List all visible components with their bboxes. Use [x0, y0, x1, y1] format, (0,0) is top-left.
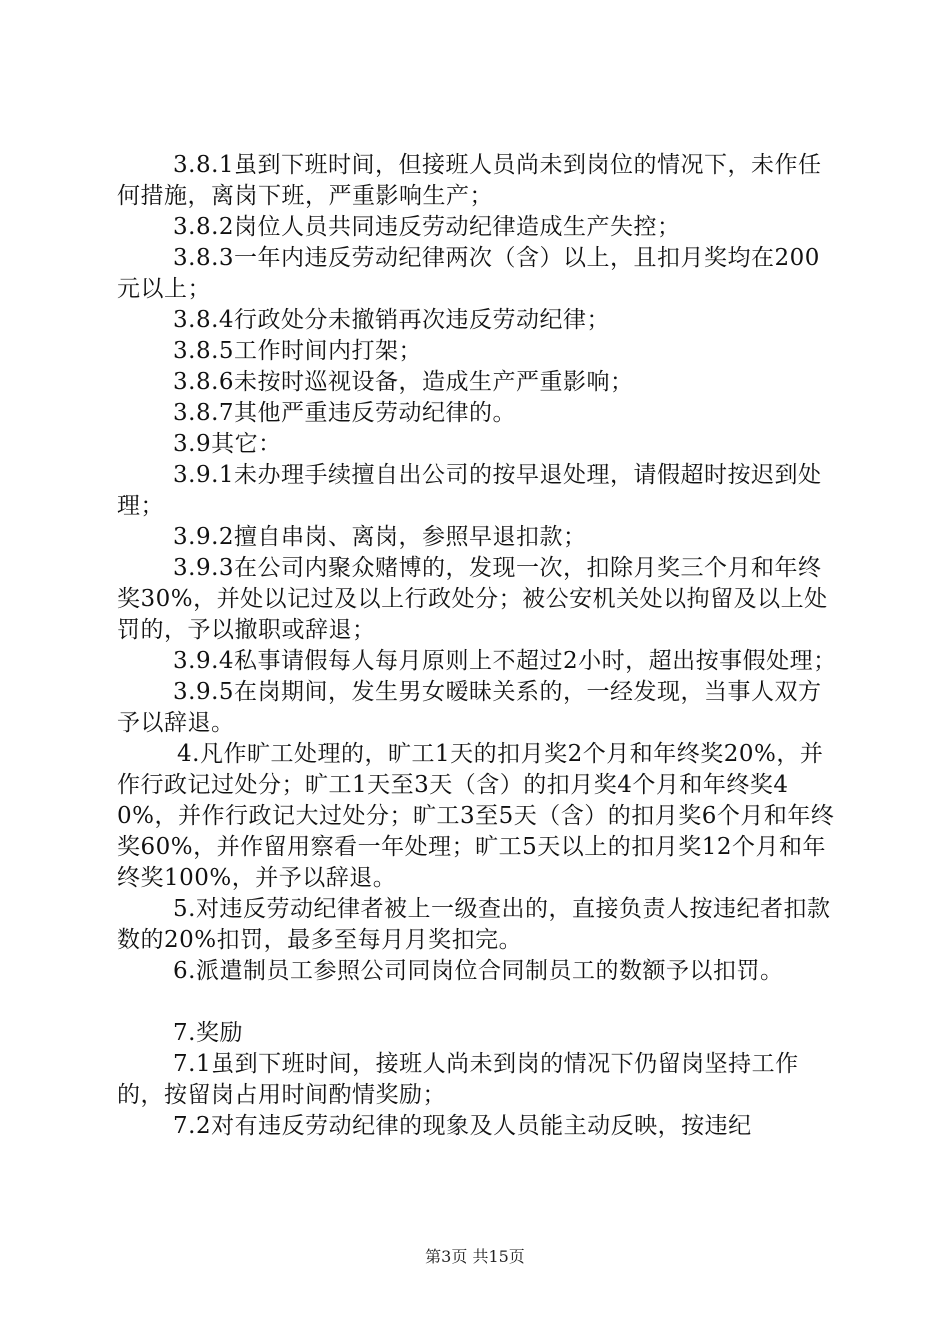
paragraph: 3.8.1虽到下班时间，但接班人员尚未到岗位的情况下，未作任何措施，离岗下班，严重影响生产；	[117, 152, 822, 209]
paragraph: 3.8.6未按时巡视设备，造成生产严重影响；	[173, 369, 634, 395]
paragraph: 3.8.3一年内违反劳动纪律两次（含）以上，且扣月奖均在200元以上；	[117, 245, 820, 302]
document-body	[117, 150, 837, 1142]
paragraph: 3.9.1未办理手续擅自出公司的按早退处理，请假超时按迟到处理；	[117, 462, 822, 519]
paragraph: 3.8.5工作时间内打架；	[173, 338, 423, 364]
paragraph: 3.9.5在岗期间，发生男女暧昧关系的，一经发现，当事人双方予以辞退。	[117, 679, 822, 736]
paragraph: 7.1虽到下班时间，接班人尚未到岗的情况下仍留岗坚持工作的，按留岗占用时间酌情奖励；	[117, 1051, 799, 1108]
paragraph: 7.2对有违反劳动纪律的现象及人员能主动反映，按违纪	[173, 1113, 752, 1139]
paragraph: 3.9其它：	[173, 431, 282, 457]
section-heading: 7.奖励	[173, 1020, 243, 1046]
paragraph: 3.9.4私事请假每人每月原则上不超过2小时，超出按事假处理；	[173, 648, 837, 674]
paragraph: 3.8.4行政处分未撤销再次违反劳动纪律；	[173, 307, 611, 333]
paragraph: 3.8.2岗位人员共同违反劳动纪律造成生产失控；	[173, 214, 681, 240]
paragraph: 5.对违反劳动纪律者被上一级查出的，直接负责人按违纪者扣款数的20%扣罚，最多至每月月奖扣完。	[117, 896, 831, 953]
paragraph: 3.9.2擅自串岗、离岗，参照早退扣款；	[173, 524, 587, 550]
paragraph: 6.派遣制员工参照公司同岗位合同制员工的数额予以扣罚。	[173, 958, 784, 984]
page-footer: 第3页 共15页	[425, 1247, 525, 1266]
paragraph-gap	[117, 987, 837, 1018]
paragraph: 3.9.3在公司内聚众赌博的，发现一次，扣除月奖三个月和年终奖30%，并处以记过及以上行政处分；被公安机关处以拘留及以上处罚的，予以撤职或辞退；	[117, 555, 828, 643]
paragraph: 3.8.7其他严重违反劳动纪律的。	[173, 400, 517, 426]
paragraph: 4.凡作旷工处理的，旷工1天的扣月奖2个月和年终奖20%，并作行政记过处分；旷工1天至3天（含）的扣月奖4个月和年终奖40%，并作行政记大过处分；旷工3至5天（含）的扣月奖6个月和年终奖60%，并作留用察看一年处理；旷工5天以上的扣月奖12个月和年终奖100%，并予以辞退。	[117, 741, 835, 891]
